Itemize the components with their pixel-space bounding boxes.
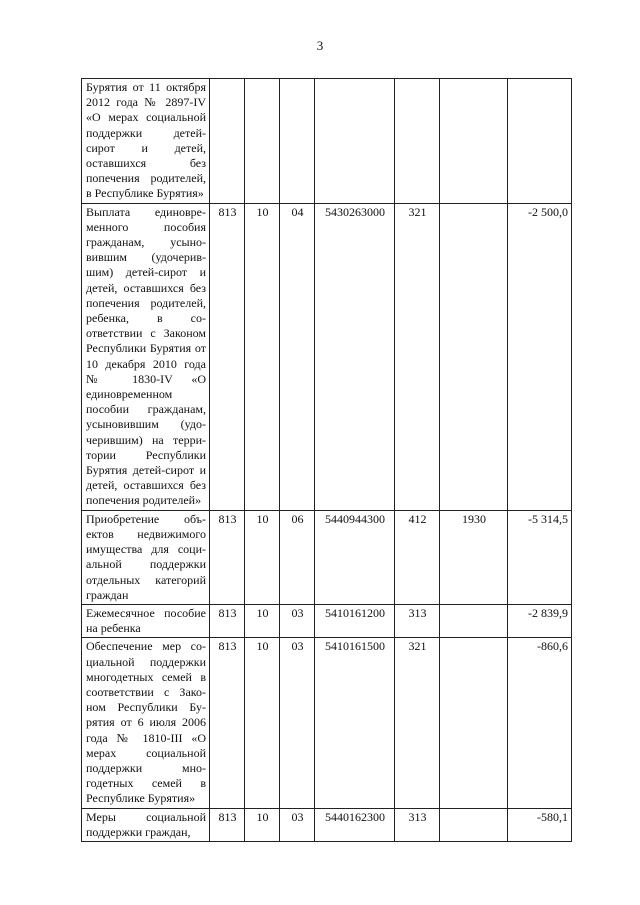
- cell-code: 1930: [440, 510, 508, 604]
- cell-gr: 813: [210, 638, 245, 808]
- cell-pr: 03: [280, 604, 315, 637]
- cell-amount: -580,1: [508, 808, 572, 841]
- cell-rz: 10: [245, 203, 280, 510]
- row-description: Приобретение объектов недвижимого имущества для социальной поддержки отдельных категорий граждан: [82, 510, 210, 604]
- cell-rz: 10: [245, 604, 280, 637]
- cell-gr: 813: [210, 203, 245, 510]
- cell-gr: 813: [210, 510, 245, 604]
- cell-rz: 10: [245, 808, 280, 841]
- page-number: 3: [316, 38, 324, 53]
- budget-table: [81, 78, 572, 842]
- row-description: Меры социальной поддержки граждан,: [82, 808, 210, 841]
- table-row: [82, 79, 572, 204]
- cell-csr: 5410161500: [315, 638, 395, 808]
- row-description: Ежемесячное пособие на ребенка: [82, 604, 210, 637]
- cell-csr: [315, 79, 395, 204]
- cell-gr: [210, 79, 245, 204]
- cell-pr: 03: [280, 808, 315, 841]
- cell-pr: [280, 79, 315, 204]
- cell-amount: [508, 79, 572, 204]
- cell-vr: 313: [395, 604, 440, 637]
- cell-csr: 5430263000: [315, 203, 395, 510]
- cell-vr: 321: [395, 638, 440, 808]
- table-row: [82, 638, 572, 808]
- cell-amount: -2 839,9: [508, 604, 572, 637]
- cell-pr: 04: [280, 203, 315, 510]
- cell-code: [440, 808, 508, 841]
- cell-csr: 5440162300: [315, 808, 395, 841]
- cell-code: [440, 638, 508, 808]
- cell-pr: 06: [280, 510, 315, 604]
- cell-rz: [245, 79, 280, 204]
- row-description: Обеспечение мер социальной поддержки многодетных семей в соответствии с Законом Республики Бурятия от 6 июля 2006 года № 1810-III «О мерах социальной поддержки многодетных семей в Республике Бурятия»: [82, 638, 210, 808]
- table-row: [82, 604, 572, 637]
- cell-vr: 321: [395, 203, 440, 510]
- cell-pr: 03: [280, 638, 315, 808]
- cell-amount: -860,6: [508, 638, 572, 808]
- cell-gr: 813: [210, 604, 245, 637]
- cell-gr: 813: [210, 808, 245, 841]
- cell-vr: [395, 79, 440, 204]
- cell-amount: -2 500,0: [508, 203, 572, 510]
- table-row: [82, 510, 572, 604]
- cell-csr: 5410161200: [315, 604, 395, 637]
- row-description: Бурятия от 11 октября 2012 года № 2897-IV «О мерах социальной поддержки детей-сирот и детей, оставшихся без попечения родителей, в Республике Бурятия»: [82, 79, 210, 204]
- cell-vr: 412: [395, 510, 440, 604]
- table-row: [82, 808, 572, 841]
- table-row: [82, 203, 572, 510]
- cell-vr: 313: [395, 808, 440, 841]
- row-description: Выплата единовременного пособия гражданам, усыновившим (удочерившим) детей-сирот и детей, оставшихся без попечения родителей, ребенка, в соответствии с Законом Республики Бурятия от 10 декабря 2010 года № 1830-IV «О единовременном пособии гражданам, усыновившим (удочерившим) на территории Республики Бурятия детей-сирот и детей, оставшихся без попечения родителей»: [82, 203, 210, 510]
- cell-rz: 10: [245, 638, 280, 808]
- cell-amount: -5 314,5: [508, 510, 572, 604]
- cell-csr: 5440944300: [315, 510, 395, 604]
- cell-code: [440, 79, 508, 204]
- cell-code: [440, 203, 508, 510]
- cell-rz: 10: [245, 510, 280, 604]
- cell-code: [440, 604, 508, 637]
